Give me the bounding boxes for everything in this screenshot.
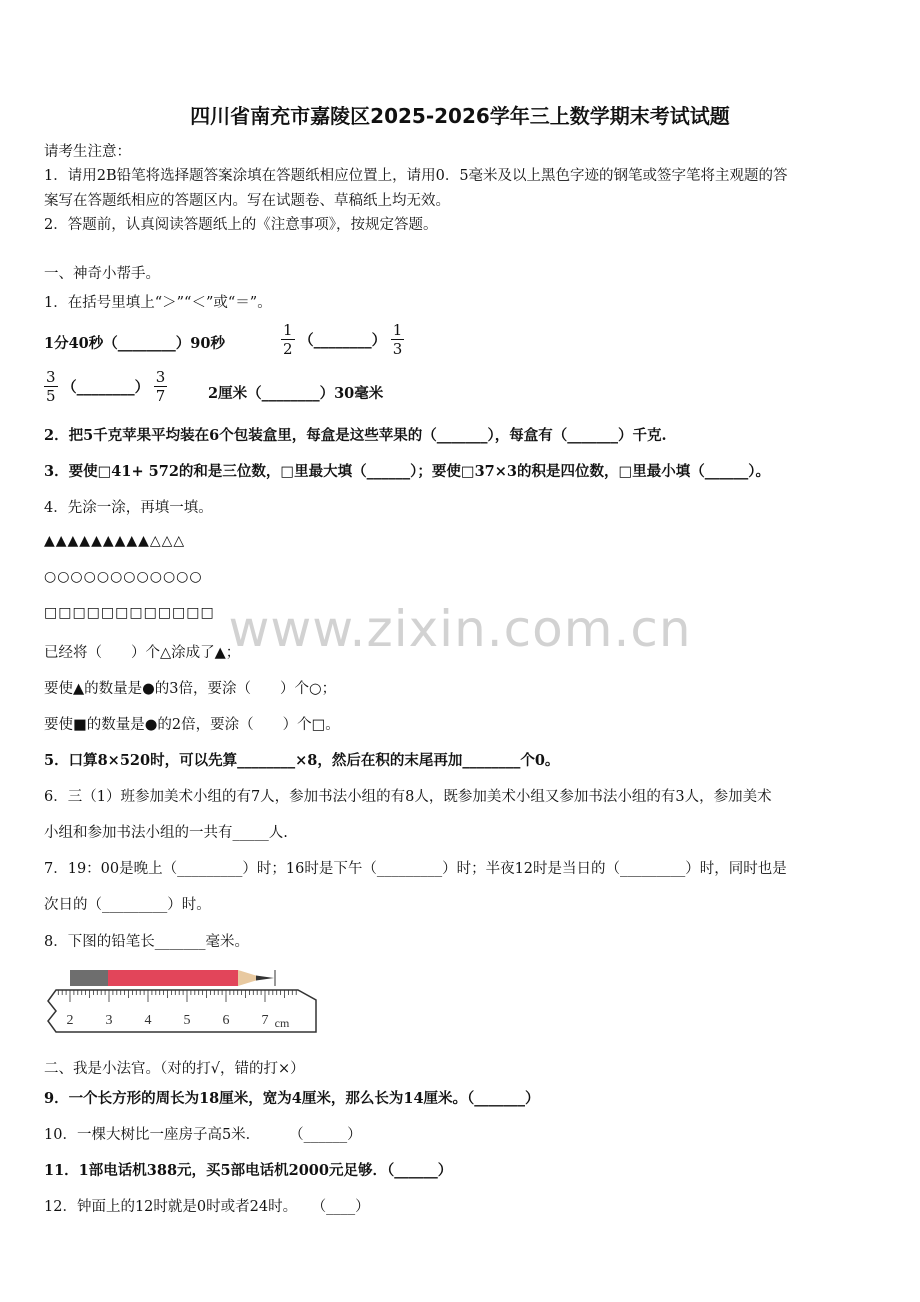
page-title: 四川省南充市嘉陵区2025-2026学年三上数学期末考试试题 bbox=[190, 104, 730, 128]
ruler-unit-label: cm bbox=[274, 1016, 290, 1030]
pencil-ruler-figure bbox=[42, 964, 324, 1038]
fraction-3-5: $\frac{3}{5}$ bbox=[46, 368, 56, 405]
pencil-icon bbox=[70, 970, 275, 986]
question-4-line-3: 要使■的数量是●的2倍，要涂（ ）个□。 bbox=[44, 717, 340, 733]
question-1-b bbox=[281, 321, 404, 358]
question-6-line-2: 小组和参加书法小组的一共有_____人. bbox=[44, 825, 288, 841]
ruler-tick-label: 7 bbox=[261, 1013, 269, 1028]
question-2: 2．把5千克苹果平均装在6个包装盒里，每盒是这些苹果的（_______），每盒有（_______）千克. bbox=[44, 427, 667, 444]
question-7-line-1: 7．19：00是晚上（_________）时；16时是下午（_________）时；半夜12时是当日的（_________）时，同时也是 bbox=[44, 861, 787, 877]
question-1-a: 1分40秒（________）90秒 bbox=[44, 335, 225, 352]
triangle-row: ▲▲▲▲▲▲▲▲▲△△△ bbox=[44, 533, 186, 549]
question-5: 5．口算8×520时，可以先算________×8，然后在积的末尾再加________个0。 bbox=[44, 752, 560, 769]
circle-row: ○○○○○○○○○○○○ bbox=[44, 569, 203, 585]
question-1-stem: 1．在括号里填上“＞”“＜”或“＝”。 bbox=[44, 295, 272, 311]
question-10: 10．一棵大树比一座房子高5米． （______） bbox=[44, 1127, 362, 1143]
notice-heading: 请考生注意： bbox=[44, 144, 131, 160]
question-9: 9．一个长方形的周长为18厘米，宽为4厘米，那么长为14厘米。（_______） bbox=[44, 1090, 540, 1107]
question-7-line-2: 次日的（_________）时。 bbox=[44, 897, 211, 913]
ruler-tick-label: 4 bbox=[144, 1013, 152, 1028]
section-1-heading: 一、神奇小帮手。 bbox=[44, 266, 160, 282]
question-8: 8．下图的铅笔长_______毫米。 bbox=[44, 934, 249, 950]
question-4-line-1: 已经将（ ）个△涂成了▲； bbox=[44, 645, 241, 661]
question-1-d: 2厘米（________）30毫米 bbox=[208, 385, 384, 402]
ruler-tick-label: 3 bbox=[105, 1013, 113, 1028]
question-1-c bbox=[44, 368, 167, 405]
blank: （________） bbox=[299, 332, 387, 349]
square-row: □□□□□□□□□□□□ bbox=[44, 605, 215, 621]
section-2-heading: 二、我是小法官。（对的打√，错的打×） bbox=[44, 1061, 305, 1077]
notice-item-2: 2．答题前，认真阅读答题纸上的《注意事项》，按规定答题。 bbox=[44, 217, 438, 233]
question-3: 3．要使□41+ 572的和是三位数，□里最大填（______）；要使□37×3的积是四位数，□里最小填（______）。 bbox=[44, 463, 770, 480]
fraction-3-7: $\frac{3}{7}$ bbox=[155, 368, 166, 405]
fraction-1-3: $\frac{1}{3}$ bbox=[392, 321, 403, 358]
notice-item-1-line-2: 案写在答题纸相应的答题区内。写在试题卷、草稿纸上均无效。 bbox=[44, 193, 450, 209]
question-11: 11．1部电话机388元，买5部电话机2000元足够．（______） bbox=[44, 1162, 453, 1179]
fraction-1-2: $\frac{1}{2}$ bbox=[283, 321, 293, 358]
question-4-line-2: 要使▲的数量是●的3倍，要涂（ ）个○； bbox=[44, 681, 337, 697]
notice-item-1-line-1: 1．请用2B铅笔将选择题答案涂填在答题纸相应位置上，请用0．5毫米及以上黑色字迹的钢笔或签字笔将主观题的答 bbox=[44, 168, 788, 184]
ruler-tick-label: 2 bbox=[66, 1013, 74, 1028]
blank: （________） bbox=[62, 379, 150, 396]
question-4-stem: 4．先涂一涂，再填一填。 bbox=[44, 500, 213, 516]
ruler-tick-label: 5 bbox=[183, 1013, 191, 1028]
question-12: 12．钟面上的12时就是0时或者24时。 （____） bbox=[44, 1199, 370, 1215]
watermark: www.zixin.com.cn bbox=[228, 600, 692, 658]
ruler-tick-label: 6 bbox=[222, 1013, 230, 1028]
question-6-line-1: 6．三（1）班参加美术小组的有7人，参加书法小组的有8人，既参加美术小组又参加书法小组的有3人，参加美术 bbox=[44, 789, 772, 805]
